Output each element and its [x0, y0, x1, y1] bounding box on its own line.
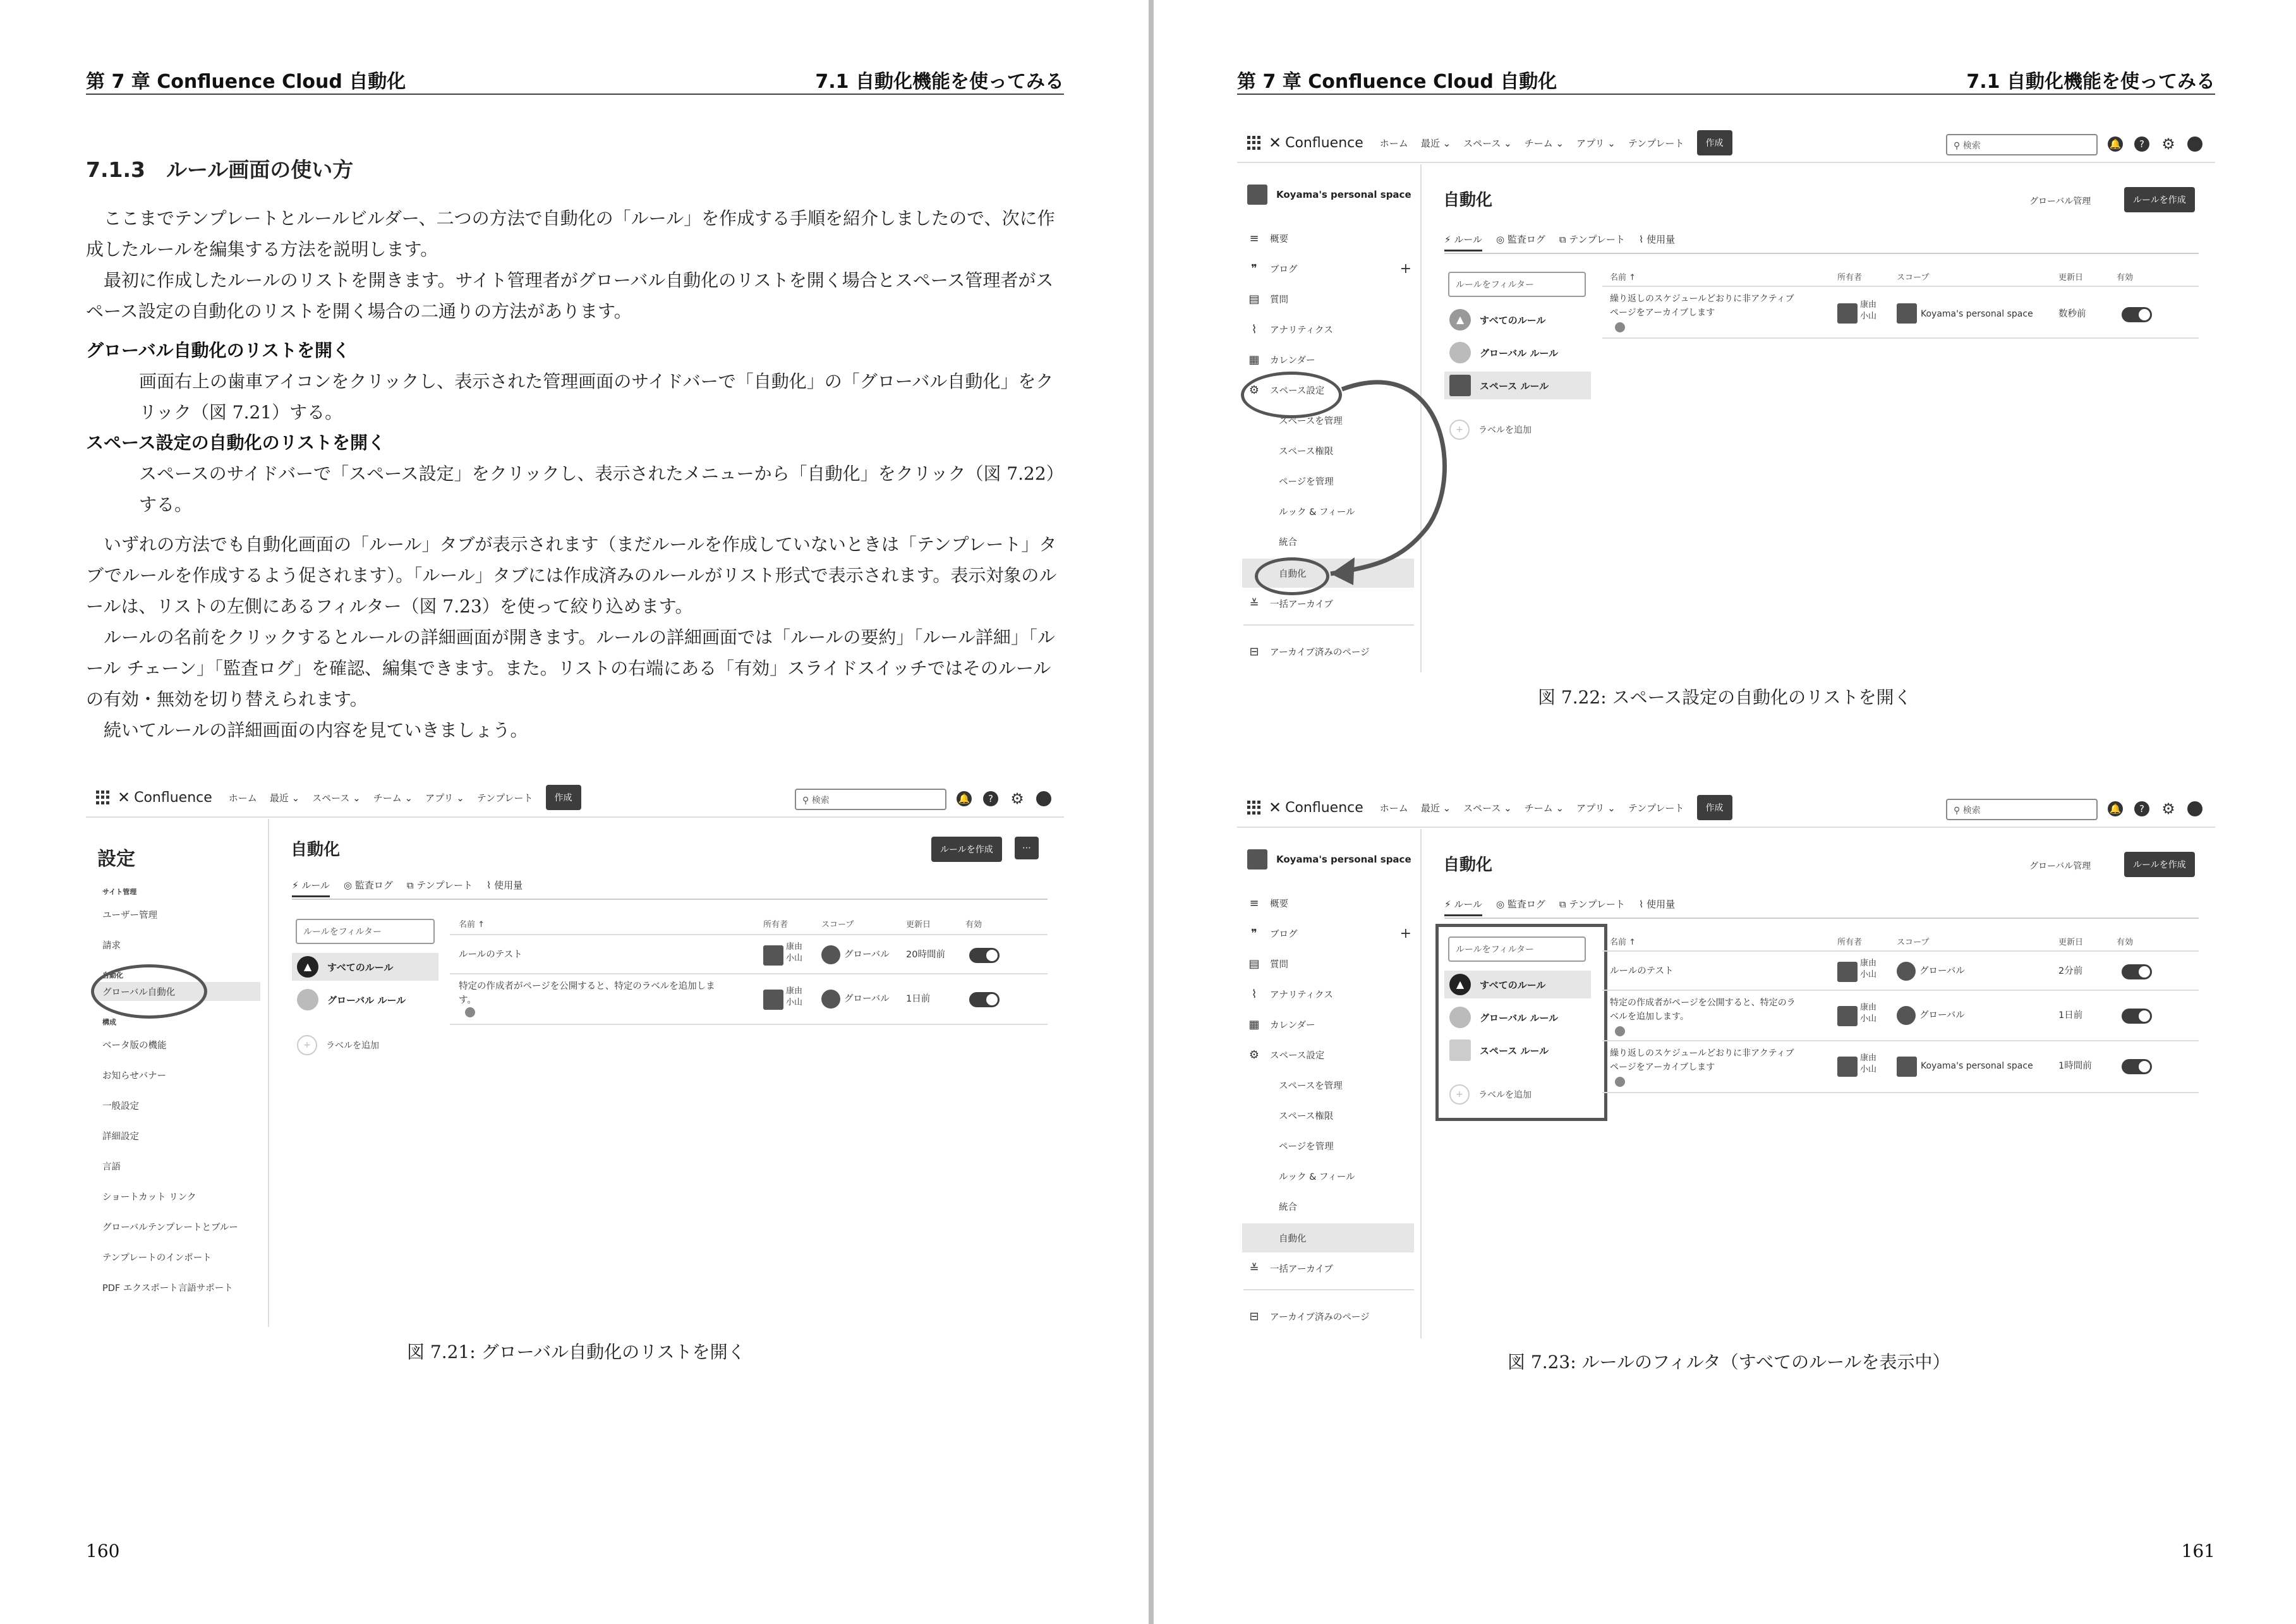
- tab-divider: [1444, 253, 2199, 254]
- more-icon[interactable]: ⋯: [1015, 837, 1039, 859]
- sidebar-divider: [1243, 1289, 1414, 1290]
- sidebar-item-bulk-archive[interactable]: ≚ 一括アーカイブ: [1247, 594, 1333, 613]
- subheading-space-body: スペースのサイドバーで「スペース設定」をクリックし、表示されたメニューから「自動化」をクリック（図 7.22）する。: [139, 463, 1064, 515]
- sidebar-item-look-feel[interactable]: ルック & フィール: [1279, 507, 1355, 518]
- col-name[interactable]: 名前 ↑: [459, 920, 485, 930]
- plus-icon: +: [297, 1035, 317, 1055]
- category-all-rules[interactable]: ▲ すべてのルール: [292, 953, 438, 981]
- category-global-rules[interactable]: グローバル ルール: [292, 986, 438, 1014]
- all-rules-icon: ▲: [297, 956, 318, 978]
- running-head-right: 7.1 自動化機能を使ってみる: [815, 71, 1064, 93]
- sidebar-item-space-settings[interactable]: ⚙ スペース設定: [1247, 380, 1324, 399]
- sidebar-item-space-settings[interactable]: ⚙ スペース設定: [1247, 1045, 1324, 1064]
- top-nav: [1380, 801, 1684, 815]
- book-spine: [1149, 0, 1154, 1624]
- subheading-global: グローバル自動化のリストを開く: [86, 340, 351, 361]
- add-icon[interactable]: +: [1399, 925, 1411, 942]
- tab-audit-log[interactable]: ◎ 監査ログ: [1496, 234, 1545, 245]
- app-switcher-icon[interactable]: [96, 791, 110, 804]
- col-enabled: 有効: [2117, 273, 2134, 282]
- rule-name-link[interactable]: 特定の作成者がページを公開すると、特定のラベルを追加します。: [1610, 998, 1796, 1022]
- scope-label: グローバル: [1919, 1010, 1965, 1021]
- page-number: 161: [2181, 1541, 2215, 1561]
- global-management-button[interactable]: グローバル管理: [2029, 861, 2091, 871]
- settings-sidebar: [86, 819, 269, 1327]
- search-icon: ⚲: [1954, 141, 1963, 151]
- col-enabled: 有効: [965, 920, 982, 930]
- page-number: 160: [86, 1541, 120, 1561]
- figure-7-23-screenshot: [1237, 789, 2215, 1338]
- owner-name: 康由 小山: [1860, 959, 1877, 979]
- create-button[interactable]: 作成: [546, 785, 581, 810]
- plus-icon: +: [1449, 420, 1470, 440]
- sidebar-item-archived-pages[interactable]: ⊟ アーカイブ済みのページ: [1247, 1307, 1370, 1326]
- scope-label: グローバル: [844, 950, 890, 960]
- top-icons: [2108, 801, 2202, 816]
- header-rule: [86, 94, 1064, 95]
- nav-home[interactable]: ホーム: [1379, 137, 1408, 149]
- nav-recent[interactable]: 最近 ⌄: [1420, 137, 1451, 149]
- page-title: 自動化: [291, 840, 341, 859]
- bulk-archive-icon: ≚: [1249, 1261, 1259, 1275]
- tab-divider: [1444, 918, 2199, 919]
- confluence-logo[interactable]: ✕ Confluence: [1269, 134, 1363, 152]
- settings-title: 設定: [97, 848, 135, 870]
- notification-icon[interactable]: 🔔: [957, 791, 972, 806]
- space-header[interactable]: Koyama's personal space: [1247, 849, 1411, 870]
- nav-home[interactable]: ホーム: [228, 792, 257, 804]
- col-scope: スコープ: [1897, 273, 1930, 282]
- info-icon: [1615, 1026, 1625, 1036]
- global-rules-icon: [297, 989, 318, 1010]
- notification-icon[interactable]: 🔔: [2108, 801, 2123, 816]
- gear-icon: ⚙: [1248, 383, 1260, 397]
- figure-caption: 図 7.21: グローバル自動化のリストを開く: [407, 1342, 746, 1362]
- enabled-toggle[interactable]: [2122, 964, 2152, 979]
- sidebar-item-beta[interactable]: ベータ版の機能: [102, 1040, 167, 1051]
- info-icon: [465, 1007, 475, 1017]
- category-global-rules[interactable]: グローバル ルール: [1444, 1003, 1591, 1031]
- all-rules-icon: ▲: [1449, 974, 1471, 995]
- sidebar-item-automation[interactable]: 自動化: [1242, 559, 1414, 588]
- updated-time: 20時間前: [906, 950, 945, 960]
- figure-7-22-screenshot: [1237, 124, 2215, 672]
- enabled-toggle[interactable]: [2122, 1059, 2152, 1074]
- globe-icon: [821, 990, 840, 1009]
- create-button[interactable]: 作成: [1697, 795, 1732, 820]
- sidebar-item-banner[interactable]: お知らせバナー: [102, 1070, 167, 1081]
- category-all-rules[interactable]: ▲ すべてのルール: [1444, 971, 1591, 998]
- nav-spaces[interactable]: スペース ⌄: [1463, 137, 1512, 149]
- space-avatar: [1897, 303, 1917, 324]
- help-icon[interactable]: ?: [2134, 136, 2149, 152]
- owner-name: 康由 小山: [786, 986, 803, 1007]
- annotation-circle: [91, 964, 207, 1019]
- nav-recent[interactable]: 最近 ⌄: [269, 792, 300, 804]
- tab-usage[interactable]: ⌇ 使用量: [1639, 899, 1676, 910]
- tab-audit-log[interactable]: ◎ 監査ログ: [344, 880, 393, 891]
- space-header[interactable]: Koyama's personal space: [1247, 185, 1411, 205]
- help-icon[interactable]: ?: [983, 791, 998, 806]
- analytics-icon: ⌇: [1251, 987, 1257, 1001]
- sidebar-item-advanced[interactable]: 詳細設定: [102, 1131, 139, 1142]
- tab-rules[interactable]: ⚡ ルール: [1444, 897, 1482, 916]
- table-row: [450, 935, 1048, 974]
- gear-icon: ⚙: [1248, 1048, 1260, 1062]
- confluence-logo[interactable]: ✕ Confluence: [1269, 799, 1363, 816]
- space-rules-icon: [1449, 375, 1471, 396]
- search-input[interactable]: ⚲ 検索: [1946, 134, 2098, 155]
- plus-icon: +: [1449, 1084, 1470, 1105]
- confluence-logo-icon: ✕: [1269, 799, 1282, 816]
- add-label-button[interactable]: + ラベルを追加: [1444, 1084, 1532, 1105]
- filter-input[interactable]: ルールをフィルター: [296, 919, 435, 944]
- analytics-icon: ⌇: [1251, 322, 1257, 336]
- nav-teams[interactable]: チーム ⌄: [1524, 802, 1564, 814]
- updated-time: 1時間前: [2058, 1061, 2092, 1071]
- sidebar-item-manage-pages[interactable]: ページを管理: [1279, 476, 1334, 487]
- page-title: 自動化: [1443, 191, 1493, 210]
- page-title: 自動化: [1443, 856, 1493, 875]
- filter-input[interactable]: ルールをフィルター: [1448, 936, 1586, 962]
- nav-teams[interactable]: チーム ⌄: [373, 792, 413, 804]
- col-updated: 更新日: [906, 920, 931, 930]
- calendar-icon: ▦: [1248, 1017, 1260, 1031]
- avatar: [1837, 1006, 1858, 1026]
- enabled-toggle[interactable]: [2122, 1009, 2152, 1024]
- avatar: [763, 945, 783, 966]
- figure-caption: 図 7.23: ルールのフィルタ（すべてのルールを表示中）: [1508, 1352, 1950, 1373]
- overview-icon: ≡: [1249, 896, 1259, 910]
- sidebar-item-shortcut[interactable]: ショートカット リンク: [102, 1192, 196, 1203]
- info-icon: [1615, 322, 1625, 332]
- sidebar-item-calendar[interactable]: ▦ カレンダー: [1247, 1015, 1315, 1034]
- nav-teams[interactable]: チーム ⌄: [1524, 137, 1564, 149]
- sidebar-item-pdf[interactable]: PDF エクスポート言語サポート: [102, 1283, 233, 1294]
- col-scope: スコープ: [821, 920, 854, 930]
- enabled-toggle[interactable]: [969, 948, 1000, 963]
- sidebar-item-manage-space[interactable]: スペースを管理: [1279, 416, 1343, 427]
- tabs: [1444, 897, 1675, 916]
- top-navigation: [86, 779, 1064, 818]
- global-rules-icon: [1449, 1007, 1471, 1028]
- create-rule-button[interactable]: ルールを作成: [2124, 187, 2195, 212]
- create-button[interactable]: 作成: [1697, 130, 1732, 155]
- sidebar-item-manage-pages[interactable]: ページを管理: [1279, 1141, 1334, 1152]
- sidebar-item-questions[interactable]: ▤ 質問: [1247, 289, 1288, 308]
- help-icon[interactable]: ?: [2134, 801, 2149, 816]
- nav-apps[interactable]: アプリ ⌄: [425, 792, 464, 804]
- search-input[interactable]: ⚲ 検索: [795, 789, 946, 810]
- space-rules-icon: [1449, 1039, 1471, 1061]
- gear-icon[interactable]: ⚙: [2161, 800, 2175, 818]
- tab-usage[interactable]: ⌇ 使用量: [1639, 234, 1676, 245]
- nav-apps[interactable]: アプリ ⌄: [1576, 137, 1616, 149]
- sidebar-item-billing[interactable]: 請求: [102, 940, 121, 951]
- sidebar-item-calendar[interactable]: ▦ カレンダー: [1247, 350, 1315, 369]
- globe-icon: [821, 945, 840, 964]
- add-icon[interactable]: +: [1399, 260, 1411, 277]
- create-rule-button[interactable]: ルールを作成: [2124, 852, 2195, 877]
- nav-spaces[interactable]: スペース ⌄: [312, 792, 361, 804]
- sidebar-item-import-templates[interactable]: テンプレートのインポート: [102, 1252, 212, 1263]
- category-space-rules[interactable]: スペース ルール: [1444, 1036, 1591, 1064]
- tab-templates[interactable]: ⧉ テンプレート: [1559, 899, 1626, 910]
- sidebar-item-manage-space[interactable]: スペースを管理: [1279, 1081, 1343, 1091]
- nav-templates[interactable]: テンプレート: [1628, 802, 1684, 814]
- gear-icon[interactable]: ⚙: [2161, 135, 2175, 153]
- nav-templates[interactable]: テンプレート: [1628, 137, 1684, 149]
- col-name[interactable]: 名前 ↑: [1610, 273, 1636, 282]
- top-nav: [229, 791, 533, 804]
- right-page: [1154, 0, 2296, 1624]
- col-owner: 所有者: [1837, 273, 1863, 282]
- question-icon: ▤: [1248, 957, 1260, 971]
- quote-icon: ❞: [1251, 926, 1257, 940]
- space-sidebar: [1237, 829, 1422, 1338]
- sidebar-item-integrations[interactable]: 統合: [1279, 537, 1297, 548]
- col-updated: 更新日: [2058, 273, 2084, 282]
- updated-time: 1日前: [906, 994, 931, 1004]
- archive-icon: ⊟: [1249, 1309, 1259, 1323]
- tab-templates[interactable]: ⧉ テンプレート: [1559, 234, 1626, 245]
- info-icon: [1615, 1077, 1625, 1087]
- search-icon: ⚲: [802, 796, 812, 806]
- sidebar-item-language[interactable]: 言語: [102, 1161, 121, 1172]
- calendar-icon: ▦: [1248, 353, 1260, 367]
- sidebar-group-automation: 自動化: [102, 971, 123, 979]
- subheading-space: スペース設定の自動化のリストを開く: [86, 432, 386, 453]
- tab-audit-log[interactable]: ◎ 監査ログ: [1496, 899, 1545, 910]
- add-label-button[interactable]: + ラベルを追加: [1444, 420, 1532, 440]
- sidebar-item-look-feel[interactable]: ルック & フィール: [1279, 1172, 1355, 1182]
- scope-label: グローバル: [1919, 966, 1965, 976]
- tab-rules[interactable]: ⚡ ルール: [1444, 233, 1482, 251]
- sidebar-item-permissions[interactable]: スペース権限: [1279, 1111, 1334, 1122]
- avatar[interactable]: [2187, 801, 2202, 816]
- sidebar-item-blog[interactable]: ❞ ブログ +: [1247, 924, 1411, 943]
- owner-name: 康由 小山: [1860, 1053, 1877, 1074]
- scope-label: Koyama's personal space: [1921, 309, 2033, 319]
- sidebar-item-permissions[interactable]: スペース権限: [1279, 446, 1334, 457]
- question-icon: ▤: [1248, 292, 1260, 306]
- scope-label: グローバル: [844, 994, 890, 1004]
- notification-icon[interactable]: 🔔: [2108, 136, 2123, 152]
- figure-7-21-screenshot: [86, 779, 1064, 1327]
- tabs: [292, 878, 523, 897]
- quote-icon: ❞: [1251, 262, 1257, 276]
- nav-apps[interactable]: アプリ ⌄: [1576, 802, 1616, 814]
- col-owner: 所有者: [763, 920, 788, 930]
- header-rule: [1237, 94, 2215, 95]
- confluence-logo-icon: ✕: [118, 789, 131, 806]
- sidebar-item-bulk-archive[interactable]: ≚ 一括アーカイブ: [1247, 1259, 1333, 1278]
- sidebar-item-questions[interactable]: ▤ 質問: [1247, 954, 1288, 973]
- filter-input[interactable]: ルールをフィルター: [1448, 272, 1586, 297]
- top-icons: [957, 791, 1051, 806]
- paragraph: 最初に作成したルールのリストを開きます。サイト管理者がグローバル自動化のリストを開く場合とスペース管理者がスペース設定の自動化のリストを開く場合の二通りの方法があります。: [86, 270, 1054, 322]
- sidebar-item-integrations[interactable]: 統合: [1279, 1202, 1297, 1213]
- sidebar-item-global-automation[interactable]: グローバル自動化: [95, 982, 260, 1001]
- search-icon: ⚲: [1954, 806, 1963, 816]
- global-management-button[interactable]: グローバル管理: [2029, 197, 2091, 207]
- left-body: [86, 154, 1064, 746]
- add-label-button[interactable]: + ラベルを追加: [292, 1035, 379, 1055]
- overview-icon: ≡: [1249, 231, 1259, 245]
- sidebar-item-overview[interactable]: ≡ 概要: [1247, 229, 1288, 248]
- updated-time: 1日前: [2058, 1010, 2083, 1021]
- paragraph: ルールの名前をクリックするとルールの詳細画面が開きます。ルールの詳細画面では「ルールの要約」「ルール詳細」「ルール チェーン」「監査ログ」を確認、編集できます。また。リストの右端にある「有効」スライドスイッチではそのルールの有効・無効を切り替えられます。: [86, 627, 1055, 710]
- paragraph: ここまでテンプレートとルールビルダー、二つの方法で自動化の「ルール」を作成する手順を紹介しましたので、次に作成したルールを編集する方法を説明します。: [86, 208, 1055, 260]
- nav-templates[interactable]: テンプレート: [476, 792, 533, 804]
- col-scope: スコープ: [1897, 938, 1930, 947]
- avatar: [1837, 303, 1858, 324]
- top-navigation: [1237, 789, 2215, 828]
- tab-usage[interactable]: ⌇ 使用量: [486, 880, 523, 891]
- owner-name: 康由 小山: [786, 942, 803, 963]
- globe-icon: [1897, 1006, 1916, 1025]
- avatar: [1837, 1057, 1858, 1077]
- category-space-rules[interactable]: スペース ルール: [1444, 372, 1591, 399]
- nav-spaces[interactable]: スペース ⌄: [1463, 802, 1512, 814]
- sidebar-item-automation[interactable]: 自動化: [1242, 1223, 1414, 1252]
- running-head-right: 7.1 自動化機能を使ってみる: [1966, 71, 2215, 93]
- tab-divider: [292, 899, 1048, 900]
- sidebar-item-archived-pages[interactable]: ⊟ アーカイブ済みのページ: [1247, 642, 1370, 661]
- owner-name: 康由 小山: [1860, 1003, 1877, 1024]
- sidebar-item-global-templates[interactable]: グローバルテンプレートとブルー: [102, 1222, 238, 1233]
- subheading-global-body: 画面右上の歯車アイコンをクリックし、表示された管理画面のサイドバーで「自動化」の「グローバル自動化」をクリック（図 7.21）する。: [139, 371, 1054, 423]
- running-head-left: 第 7 章 Confluence Cloud 自動化: [1237, 71, 1557, 93]
- col-enabled: 有効: [2117, 938, 2134, 947]
- nav-recent[interactable]: 最近 ⌄: [1420, 802, 1451, 814]
- rule-name-link[interactable]: 繰り返しのスケジュールどおりに非アクティブページをアーカイブします: [1610, 1048, 1794, 1072]
- sidebar-item-general[interactable]: 一般設定: [102, 1101, 139, 1112]
- sidebar-item-users[interactable]: ユーザー管理: [102, 910, 157, 921]
- figure-caption: 図 7.22: スペース設定の自動化のリストを開く: [1538, 687, 1912, 708]
- sidebar-item-blog[interactable]: ❞ ブログ +: [1247, 259, 1411, 278]
- enabled-toggle[interactable]: [969, 992, 1000, 1007]
- space-avatar: [1247, 849, 1267, 870]
- col-owner: 所有者: [1837, 938, 1863, 947]
- sidebar-item-analytics[interactable]: ⌇ アナリティクス: [1247, 985, 1333, 1003]
- paragraph: 続いてルールの詳細画面の内容を見ていきましょう。: [104, 720, 528, 741]
- bulk-archive-icon: ≚: [1249, 597, 1259, 610]
- rule-name-link[interactable]: ルールのテスト: [459, 950, 523, 960]
- owner-name: 康由 小山: [1860, 300, 1877, 321]
- rule-name-link[interactable]: ルールのテスト: [1610, 966, 1674, 976]
- create-rule-button[interactable]: ルールを作成: [931, 837, 1002, 862]
- all-rules-icon: ▲: [1449, 309, 1471, 330]
- space-avatar: [1897, 1057, 1917, 1077]
- rule-name-link[interactable]: 繰り返しのスケジュールどおりに非アクティブページをアーカイブします: [1610, 294, 1794, 318]
- tab-rules[interactable]: ⚡ ルール: [292, 878, 330, 897]
- search-input[interactable]: ⚲ 検索: [1946, 799, 2098, 820]
- paragraph: いずれの方法でも自動化画面の「ルール」タブが表示されます（まだルールを作成していないときは「テンプレート」タブでルールを作成するよう促されます）。「ルール」タブには作成済みのルールがリスト形式で表示されます。表示対象のルールは、リストの左側にあるフィルター（図 7.23）を使って絞り込めます。: [86, 534, 1057, 617]
- app-switcher-icon[interactable]: [1247, 801, 1261, 815]
- sidebar-group-config: 構成: [102, 1018, 116, 1026]
- updated-time: 2分前: [2058, 966, 2083, 976]
- category-global-rules[interactable]: グローバル ルール: [1444, 339, 1591, 367]
- tab-templates[interactable]: ⧉ テンプレート: [406, 880, 473, 891]
- category-all-rules[interactable]: ▲ すべてのルール: [1444, 306, 1591, 334]
- avatar: [1837, 962, 1858, 982]
- avatar: [763, 990, 783, 1010]
- confluence-logo-icon: ✕: [1269, 134, 1282, 152]
- global-rules-icon: [1449, 342, 1471, 363]
- confluence-logo[interactable]: ✕ Confluence: [118, 789, 212, 806]
- avatar[interactable]: [1036, 791, 1051, 806]
- globe-icon: [1897, 962, 1916, 981]
- gear-icon[interactable]: ⚙: [1010, 790, 1024, 808]
- sidebar-item-analytics[interactable]: ⌇ アナリティクス: [1247, 320, 1333, 339]
- col-name[interactable]: 名前 ↑: [1610, 938, 1636, 947]
- enabled-toggle[interactable]: [2122, 307, 2152, 322]
- updated-time: 数秒前: [2058, 309, 2086, 319]
- sidebar-group-site-admin: サイト管理: [102, 888, 137, 896]
- nav-home[interactable]: ホーム: [1379, 802, 1408, 814]
- rule-name-link[interactable]: 特定の作成者がページを公開すると、特定のラベルを追加します。: [459, 981, 715, 1005]
- archive-icon: ⊟: [1249, 645, 1259, 658]
- scope-label: Koyama's personal space: [1921, 1061, 2033, 1071]
- col-updated: 更新日: [2058, 938, 2084, 947]
- tabs: [1444, 233, 1675, 251]
- section-title: 7.1.3 ルール画面の使い方: [86, 157, 354, 182]
- running-head-left: 第 7 章 Confluence Cloud 自動化: [86, 71, 406, 93]
- sidebar-item-overview[interactable]: ≡ 概要: [1247, 894, 1288, 912]
